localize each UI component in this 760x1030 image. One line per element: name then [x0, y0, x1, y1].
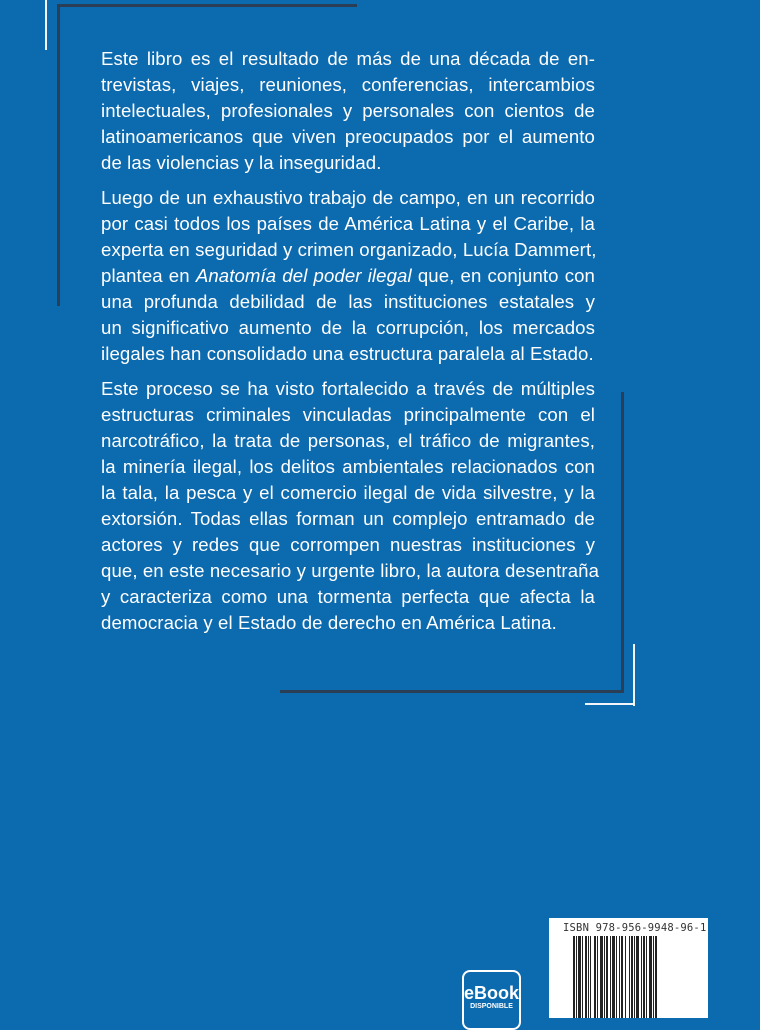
frame-light-bottom-horizontal — [585, 703, 635, 705]
isbn-barcode — [549, 918, 708, 1018]
blurb-line: actores y redes que corrompen nuestras instituciones y — [101, 534, 595, 555]
blurb-line: narcotráfico, la trata de personas, el tráfico de migrantes, — [101, 430, 595, 451]
blurb-line: la minería ilegal, los delitos ambientales relacionados con — [101, 456, 595, 477]
book-title: Anatomía del poder ilegal — [195, 265, 412, 286]
blurb-line: extorsión. Todas ellas forman un complejo entramado de — [101, 508, 595, 529]
frame-dark-top-horizontal — [57, 4, 357, 7]
blurb-line: de las violencias y la inseguridad. — [101, 152, 382, 173]
blurb-line: latinoamericanos que viven preocupados por el aumento — [101, 126, 595, 147]
ebook-subtitle: DISPONIBLE — [470, 1003, 513, 1010]
frame-dark-left-vertical — [57, 4, 60, 306]
ebook-title: eBook — [464, 983, 520, 1003]
isbn-label: ISBN 978-956-9948-96-1 — [563, 922, 707, 934]
blurb-line-with-title — [101, 263, 595, 289]
frame-dark-right-vertical — [621, 392, 624, 693]
blurb-line: estructuras criminales vinculadas principalmente con el — [101, 404, 595, 425]
blurb-line: Luego de un exhaustivo trabajo de campo, en un recorrido — [101, 187, 595, 208]
back-cover-blurb — [101, 46, 600, 645]
frame-light-right-vertical — [633, 644, 635, 706]
frame-light-top-left-vertical — [45, 0, 47, 50]
blurb-text: plantea en — [101, 265, 196, 286]
blurb-line: por casi todos los países de América Latina y el Caribe, la — [101, 213, 595, 234]
blurb-paragraph-1 — [101, 46, 595, 176]
blurb-line: un significativo aumento de la corrupción, los mercados — [101, 317, 595, 338]
blurb-line: democracia y el Estado de derecho en América Latina. — [101, 612, 557, 633]
barcode-bars-icon — [573, 936, 706, 1018]
blurb-line: una profunda debilidad de las instituciones estatales y — [101, 291, 595, 312]
blurb-line: Este libro es el resultado de más de una década de en- — [101, 48, 595, 69]
blurb-line: y caracteriza como una tormenta perfecta que afecta la — [101, 586, 595, 607]
blurb-paragraph-3 — [101, 376, 600, 636]
frame-dark-bottom-horizontal — [280, 690, 624, 693]
blurb-line: la tala, la pesca y el comercio ilegal de vida silvestre, y la — [101, 482, 595, 503]
ebook-available-badge — [462, 970, 521, 1030]
blurb-line: Este proceso se ha visto fortalecido a través de múltiples — [101, 378, 595, 399]
blurb-line: ilegales han consolidado una estructura paralela al Estado. — [101, 343, 594, 364]
blurb-line: experta en seguridad y crimen organizado, Lucía Dammert, — [101, 239, 597, 260]
blurb-line: intelectuales, profesionales y personales con cientos de — [101, 100, 595, 121]
blurb-paragraph-2 — [101, 185, 595, 367]
blurb-line: trevistas, viajes, reuniones, conferencias, intercambios — [101, 74, 595, 95]
blurb-text: que, en conjunto con — [411, 265, 595, 286]
blurb-line: que, en este necesario y urgente libro, la autora desentraña — [101, 560, 600, 581]
